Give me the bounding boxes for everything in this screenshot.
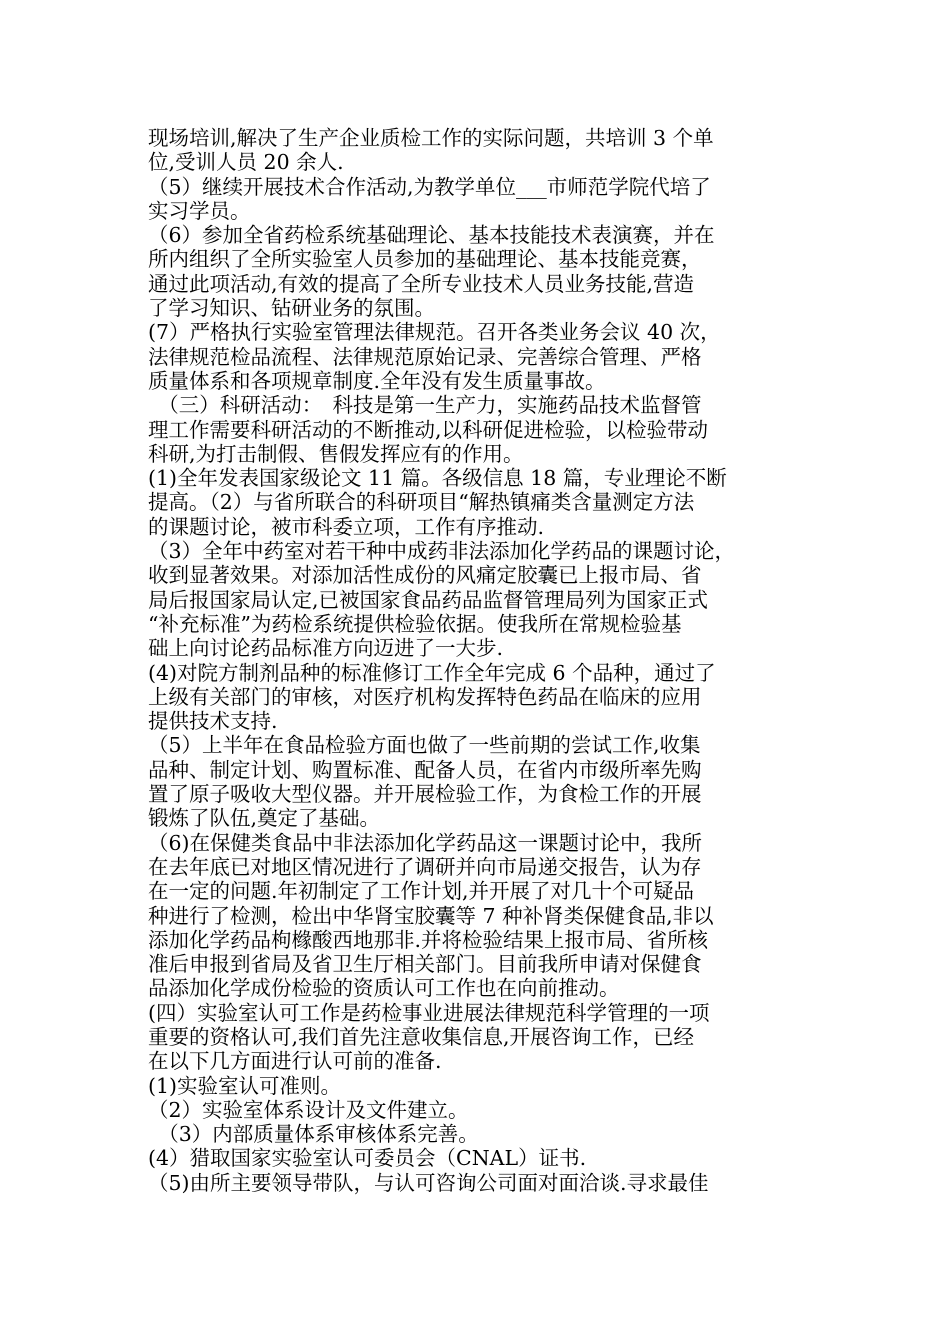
text-line: 置了原子吸收大型仪器。并开展检验工作，为食检工作的开展 <box>148 782 702 807</box>
text-line: 的课题讨论，被市科委立项，工作有序推动. <box>148 514 545 539</box>
text-line: 通过此项活动,有效的提高了全所专业技术人员业务技能,营造 <box>148 271 695 296</box>
text-line: (1)实验室认可准则。 <box>148 1073 342 1098</box>
text-line: 收到显著效果。对添加活性成份的风痛定胶囊已上报市局、省 <box>148 563 702 588</box>
text-line: 础上向讨论药品标准方向迈进了一大步. <box>148 636 504 661</box>
text-line: 实习学员。 <box>148 198 251 223</box>
text-line: 提供技术支持. <box>148 709 278 734</box>
text-line: (4)对院方制剂品种的标准修订工作全年完成 6 个品种，通过了 <box>148 660 716 685</box>
text-line: 在去年底已对地区情况进行了调研并向市局递交报告，认为存 <box>148 854 702 879</box>
text-line: （6)在保健类食品中非法添加化学药品这一课题讨论中，我所 <box>148 830 703 855</box>
text-line: （三）科研活动： 科技是第一生产力，实施药品技术监督管 <box>148 393 702 418</box>
text-line: (1)全年发表国家级论文 11 篇。各级信息 18 篇，专业理论不断 <box>148 466 727 491</box>
text-line: (7）严格执行实验室管理法律规范。召开各类业务会议 40 次， <box>148 320 721 345</box>
document-body <box>148 126 808 1195</box>
text-line: （5）上半年在食品检验方面也做了一些前期的尝试工作,收集 <box>148 733 701 758</box>
text-line: 锻炼了队伍,奠定了基础。 <box>148 806 381 831</box>
text-line: 重要的资格认可,我们首先注意收集信息,开展咨询工作，已经 <box>148 1024 695 1049</box>
text-line: 科研,为打击制假、售假发挥应有的作用。 <box>148 441 524 466</box>
text-line: 质量体系和各项规章制度.全年没有发生质量事故。 <box>148 368 606 393</box>
text-line: （5）继续开展技术合作活动,为教学单位___市师范学院代培了 <box>148 174 711 199</box>
text-line: 理工作需要科研活动的不断推动,以科研促进检验，以检验带动 <box>148 417 709 442</box>
text-line: 在以下几方面进行认可前的准备. <box>148 1049 442 1074</box>
text-line: 种进行了检测，检出中华肾宝胶囊等 7 种补肾类保健食品,非以 <box>148 903 714 928</box>
text-line: 所内组织了全所实验室人员参加的基础理论、基本技能竞赛， <box>148 247 702 272</box>
text-line: 上级有关部门的审核，对医疗机构发挥特色药品在临床的应用 <box>148 684 702 709</box>
text-line: 在一定的问题.年初制定了工作计划,并开展了对几十个可疑品 <box>148 879 695 904</box>
text-line: 添加化学药品枸橼酸西地那非.并将检验结果上报市局、省所核 <box>148 927 709 952</box>
text-line: 品种、制定计划、购置标准、配备人员，在省内市级所率先购 <box>148 757 702 782</box>
text-line: （3）全年中药室对若干种中成药非法添加化学药品的课题讨论， <box>148 539 736 564</box>
text-line: “补充标准”为药检系统提供检验依据。使我所在常规检验基 <box>148 611 682 636</box>
text-line: 法律规范检品流程、法律规范原始记录、完善综合管理、严格 <box>148 344 702 369</box>
text-line: (4）猎取国家实验室认可委员会（CNAL）证书. <box>148 1146 587 1171</box>
text-line: （3）内部质量体系审核体系完善。 <box>148 1122 479 1147</box>
text-line: 了学习知识、钻研业务的氛围。 <box>148 296 435 321</box>
text-line: 提高。（2）与省所联合的科研项目“解热镇痛类含量测定方法 <box>148 490 695 515</box>
text-line: 品添加化学成份检验的资质认可工作也在向前推动。 <box>148 976 620 1001</box>
text-line: （6）参加全省药检系统基础理论、基本技能技术表演赛，并在 <box>148 223 715 248</box>
text-line: 准后申报到省局及省卫生厅相关部门。目前我所申请对保健食 <box>148 952 702 977</box>
text-line: （2）实验室体系设计及文件建立。 <box>148 1097 469 1122</box>
text-line: （5)由所主要领导带队，与认可咨询公司面对面洽谈.寻求最佳 <box>148 1170 709 1195</box>
text-line: 现场培训,解决了生产企业质检工作的实际问题，共培训 3 个单 <box>148 126 714 150</box>
text-line: 位,受训人员 20 余人. <box>148 150 344 175</box>
text-line: (四）实验室认可工作是药检事业进展法律规范科学管理的一项 <box>148 1000 710 1025</box>
text-line: 局后报国家局认定,已被国家食品药品监督管理局列为国家正式 <box>148 587 709 612</box>
